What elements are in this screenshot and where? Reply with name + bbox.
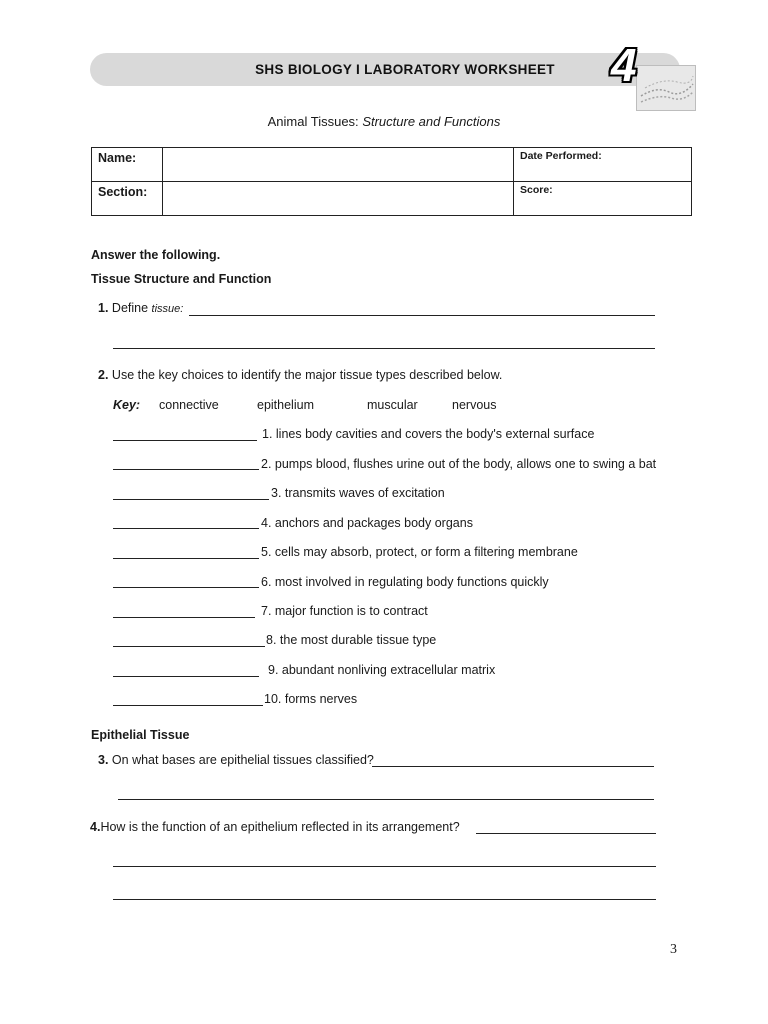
- question-3-text: On what bases are epithelial tissues classified?: [111, 753, 374, 767]
- question-4-number: 4.: [90, 820, 101, 834]
- subtitle-italic: Structure and Functions: [362, 114, 501, 129]
- page-number: 3: [670, 942, 677, 957]
- answer-line-q1b[interactable]: [113, 348, 655, 349]
- question-3-number: 3.: [98, 753, 109, 767]
- answer-line-q4c[interactable]: [113, 899, 656, 900]
- question-4-text: How is the function of an epithelium reflected in its arrangement?: [100, 820, 460, 834]
- answer-line-q1a[interactable]: [189, 315, 655, 316]
- answer-blank-item-8[interactable]: [113, 646, 265, 647]
- question-1-number: 1.: [98, 301, 109, 315]
- answer-blank-item-10[interactable]: [113, 705, 263, 706]
- answer-blank-item-2[interactable]: [113, 469, 259, 470]
- answer-line-q3b[interactable]: [118, 799, 654, 800]
- item-4-text: 4. anchors and packages body organs: [261, 516, 473, 530]
- worksheet-number-badge: 4: [611, 39, 637, 91]
- worksheet-header-bar: [90, 53, 680, 86]
- key-choice-connective: connective: [159, 398, 219, 412]
- answer-blank-item-6[interactable]: [113, 587, 259, 588]
- score-field[interactable]: [514, 182, 692, 216]
- item-10-text: 10. forms nerves: [264, 692, 358, 706]
- worksheet-subtitle: [0, 114, 768, 129]
- date-performed-label: Date Performed:: [520, 150, 602, 162]
- name-label: Name:: [92, 148, 163, 182]
- section-title-tissue-structure: Tissue Structure and Function: [91, 272, 272, 286]
- name-field[interactable]: [163, 148, 514, 182]
- student-info-table: [91, 147, 692, 216]
- item-7-text: 7. major function is to contract: [261, 604, 428, 618]
- answer-blank-item-3[interactable]: [113, 499, 269, 500]
- answer-line-q4b[interactable]: [113, 866, 656, 867]
- question-2-number: 2.: [98, 368, 109, 382]
- item-9-text: 9. abundant nonliving extracellular matrix: [268, 663, 496, 677]
- key-choice-nervous: nervous: [452, 398, 497, 412]
- question-1: [98, 301, 183, 315]
- question-2-text: Use the key choices to identify the major tissue types described below.: [111, 368, 503, 382]
- answer-line-q3a[interactable]: [372, 766, 654, 767]
- item-2-text: 2. pumps blood, flushes urine out of the body, allows one to swing a bat: [261, 457, 657, 471]
- subtitle-main: Animal Tissues:: [267, 114, 359, 129]
- question-4: [90, 820, 460, 834]
- question-1-text: Define: [111, 301, 149, 315]
- score-label: Score:: [520, 184, 553, 196]
- item-3-text: 3. transmits waves of excitation: [271, 486, 445, 500]
- key-choice-epithelium: epithelium: [257, 398, 314, 412]
- key-choice-muscular: muscular: [367, 398, 418, 412]
- item-1-text: 1. lines body cavities and covers the body's external surface: [262, 427, 595, 441]
- answer-blank-item-7[interactable]: [113, 617, 255, 618]
- key-label: Key:: [113, 398, 141, 412]
- answer-blank-item-5[interactable]: [113, 558, 259, 559]
- answer-line-q4a[interactable]: [476, 833, 656, 834]
- section-title-epithelial-tissue: Epithelial Tissue: [91, 728, 190, 742]
- question-2: [98, 368, 502, 382]
- item-6-text: 6. most involved in regulating body functions quickly: [261, 575, 549, 589]
- tissue-thumbnail-image: [636, 65, 696, 111]
- date-performed-field[interactable]: [514, 148, 692, 182]
- answer-blank-item-9[interactable]: [113, 676, 259, 677]
- worksheet-title: SHS BIOLOGY I LABORATORY WORKSHEET: [255, 62, 555, 77]
- section-label: Section:: [92, 182, 163, 216]
- section-field[interactable]: [163, 182, 514, 216]
- answer-blank-item-1[interactable]: [113, 440, 257, 441]
- item-8-text: 8. the most durable tissue type: [266, 633, 437, 647]
- answer-blank-item-4[interactable]: [113, 528, 259, 529]
- question-1-term: tissue:: [151, 303, 184, 315]
- question-3: [98, 753, 374, 767]
- item-5-text: 5. cells may absorb, protect, or form a filtering membrane: [261, 545, 578, 559]
- instructions: Answer the following.: [91, 248, 221, 262]
